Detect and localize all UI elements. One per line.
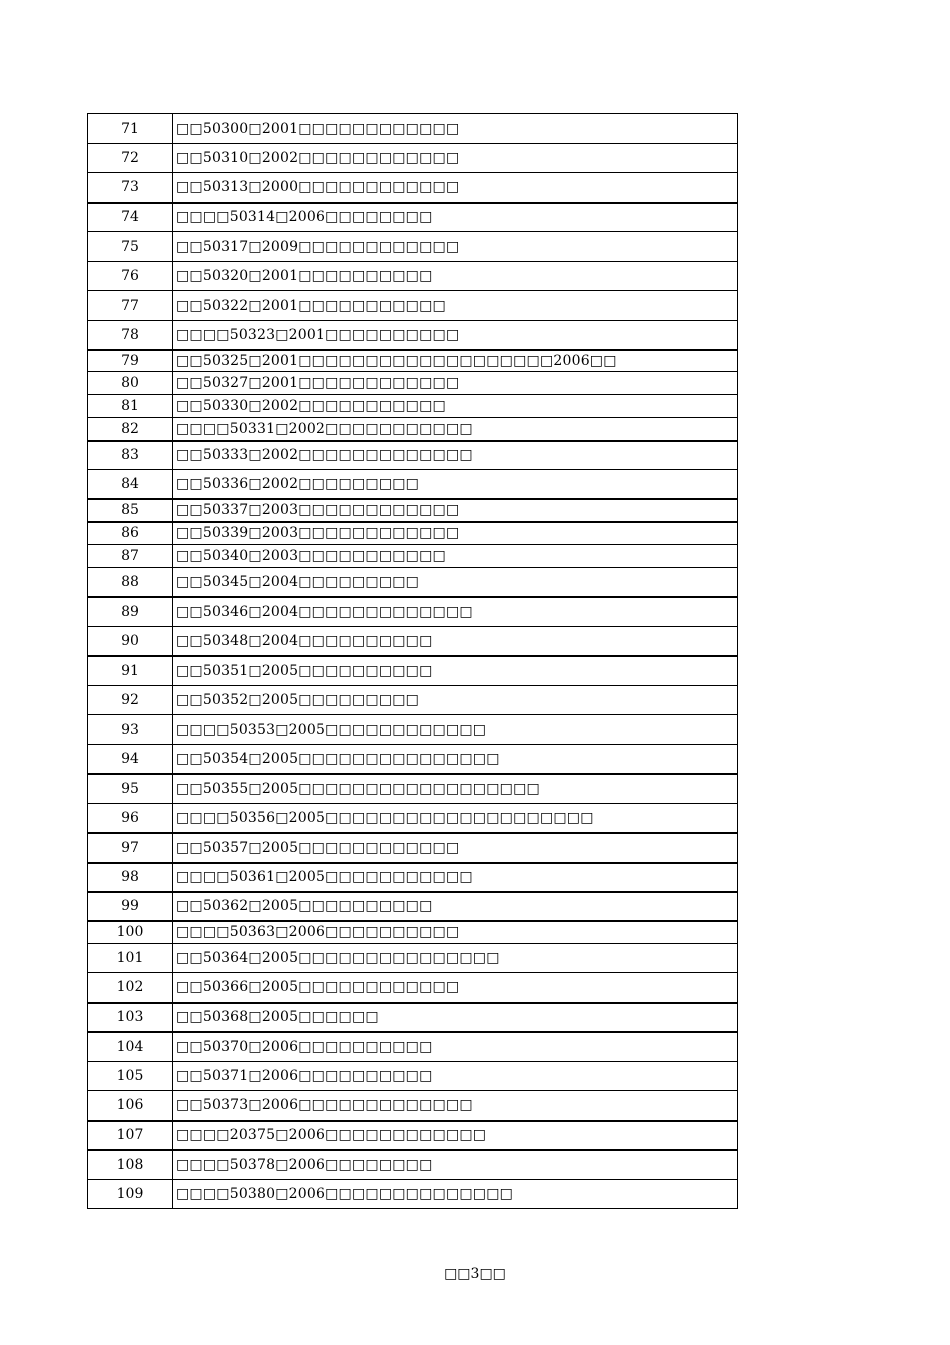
row-number: 88 — [88, 568, 173, 597]
table-row — [88, 774, 738, 804]
table-row — [88, 1180, 738, 1209]
standard-title: □□50322□2001□□□□□□□□□□□ — [173, 291, 738, 321]
table-row — [88, 1062, 738, 1091]
row-number: 73 — [88, 173, 173, 203]
table-row — [88, 441, 738, 470]
row-number: 107 — [88, 1121, 173, 1150]
row-number: 87 — [88, 545, 173, 568]
row-number: 96 — [88, 804, 173, 833]
row-number: 97 — [88, 833, 173, 863]
table-row — [88, 203, 738, 232]
row-number: 100 — [88, 921, 173, 944]
table-row — [88, 1150, 738, 1180]
standard-title: □□50327□2001□□□□□□□□□□□□ — [173, 372, 738, 395]
standard-title: □□50325□2001□□□□□□□□□□□□□□□□□□□2006□□ — [173, 350, 738, 372]
table-row — [88, 522, 738, 545]
table-row — [88, 973, 738, 1003]
row-number: 99 — [88, 892, 173, 921]
row-number: 109 — [88, 1180, 173, 1209]
table-row — [88, 833, 738, 863]
standard-title: □□50355□2005□□□□□□□□□□□□□□□□□□ — [173, 774, 738, 804]
row-number: 83 — [88, 441, 173, 470]
table-row — [88, 262, 738, 291]
standard-title: □□□□50380□2006□□□□□□□□□□□□□□ — [173, 1180, 738, 1209]
standard-title: □□50317□2009□□□□□□□□□□□□ — [173, 232, 738, 262]
row-number: 78 — [88, 321, 173, 350]
row-number: 80 — [88, 372, 173, 395]
table-row — [88, 1032, 738, 1062]
row-number: 86 — [88, 522, 173, 545]
row-number: 106 — [88, 1091, 173, 1121]
table-row — [88, 395, 738, 418]
row-number: 108 — [88, 1150, 173, 1180]
standard-title: □□□□50323□2001□□□□□□□□□□ — [173, 321, 738, 350]
row-number: 71 — [88, 114, 173, 144]
table-row — [88, 470, 738, 499]
table-row — [88, 350, 738, 372]
standard-title: □□50333□2002□□□□□□□□□□□□□ — [173, 441, 738, 470]
table-row — [88, 597, 738, 627]
standards-table — [87, 113, 738, 1209]
table-row — [88, 627, 738, 656]
row-number: 105 — [88, 1062, 173, 1091]
standard-title: □□50362□2005□□□□□□□□□□ — [173, 892, 738, 921]
row-number: 81 — [88, 395, 173, 418]
table-row — [88, 1003, 738, 1032]
row-number: 93 — [88, 715, 173, 745]
row-number: 77 — [88, 291, 173, 321]
standard-title: □□50339□2003□□□□□□□□□□□□ — [173, 522, 738, 545]
standard-title: □□□□50363□2006□□□□□□□□□□ — [173, 921, 738, 944]
standard-title: □□50366□2005□□□□□□□□□□□□ — [173, 973, 738, 1003]
table-row — [88, 321, 738, 350]
table-row — [88, 173, 738, 203]
row-number: 89 — [88, 597, 173, 627]
row-number: 98 — [88, 863, 173, 892]
standard-title: □□□□50356□2005□□□□□□□□□□□□□□□□□□□□ — [173, 804, 738, 833]
row-number: 92 — [88, 686, 173, 715]
row-number: 91 — [88, 656, 173, 686]
table-row — [88, 944, 738, 973]
table-row — [88, 656, 738, 686]
standard-title: □□□□50314□2006□□□□□□□□ — [173, 203, 738, 232]
standard-title: □□50345□2004□□□□□□□□□ — [173, 568, 738, 597]
standards-table-body — [88, 114, 738, 1209]
table-row — [88, 1121, 738, 1150]
table-row — [88, 1091, 738, 1121]
row-number: 75 — [88, 232, 173, 262]
standard-title: □□50351□2005□□□□□□□□□□ — [173, 656, 738, 686]
row-number: 74 — [88, 203, 173, 232]
table-row — [88, 114, 738, 144]
table-row — [88, 232, 738, 262]
table-row — [88, 144, 738, 173]
table-row — [88, 745, 738, 774]
standard-title: □□50368□2005□□□□□□ — [173, 1003, 738, 1032]
row-number: 82 — [88, 418, 173, 441]
row-number: 102 — [88, 973, 173, 1003]
standard-title: □□□□50361□2005□□□□□□□□□□□ — [173, 863, 738, 892]
table-row — [88, 863, 738, 892]
table-row — [88, 804, 738, 833]
row-number: 72 — [88, 144, 173, 173]
row-number: 104 — [88, 1032, 173, 1062]
standard-title: □□50373□2006□□□□□□□□□□□□□ — [173, 1091, 738, 1121]
row-number: 79 — [88, 350, 173, 372]
standard-title: □□50348□2004□□□□□□□□□□ — [173, 627, 738, 656]
standard-title: □□50320□2001□□□□□□□□□□ — [173, 262, 738, 291]
table-row — [88, 568, 738, 597]
table-row — [88, 545, 738, 568]
row-number: 85 — [88, 499, 173, 522]
table-row — [88, 372, 738, 395]
row-number: 76 — [88, 262, 173, 291]
standard-title: □□50337□2003□□□□□□□□□□□□ — [173, 499, 738, 522]
standard-title: □□50354□2005□□□□□□□□□□□□□□□ — [173, 745, 738, 774]
standard-title: □□50371□2006□□□□□□□□□□ — [173, 1062, 738, 1091]
row-number: 94 — [88, 745, 173, 774]
standard-title: □□50357□2005□□□□□□□□□□□□ — [173, 833, 738, 863]
standard-title: □□□□20375□2006□□□□□□□□□□□□ — [173, 1121, 738, 1150]
table-row — [88, 499, 738, 522]
standard-title: □□□□50378□2006□□□□□□□□ — [173, 1150, 738, 1180]
standard-title: □□□□50331□2002□□□□□□□□□□□ — [173, 418, 738, 441]
row-number: 101 — [88, 944, 173, 973]
standard-title: □□50340□2003□□□□□□□□□□□ — [173, 545, 738, 568]
standard-title: □□50310□2002□□□□□□□□□□□□ — [173, 144, 738, 173]
page-footer: □□3□□ — [444, 1266, 506, 1282]
table-row — [88, 686, 738, 715]
row-number: 103 — [88, 1003, 173, 1032]
standard-title: □□50300□2001□□□□□□□□□□□□ — [173, 114, 738, 144]
table-row — [88, 418, 738, 441]
table-row — [88, 921, 738, 944]
standard-title: □□□□50353□2005□□□□□□□□□□□□ — [173, 715, 738, 745]
standard-title: □□50346□2004□□□□□□□□□□□□□ — [173, 597, 738, 627]
standard-title: □□50313□2000□□□□□□□□□□□□ — [173, 173, 738, 203]
table-row — [88, 892, 738, 921]
table-row — [88, 291, 738, 321]
row-number: 84 — [88, 470, 173, 499]
standard-title: □□50336□2002□□□□□□□□□ — [173, 470, 738, 499]
standard-title: □□50330□2002□□□□□□□□□□□ — [173, 395, 738, 418]
row-number: 90 — [88, 627, 173, 656]
standard-title: □□50370□2006□□□□□□□□□□ — [173, 1032, 738, 1062]
standard-title: □□50364□2005□□□□□□□□□□□□□□□ — [173, 944, 738, 973]
standard-title: □□50352□2005□□□□□□□□□ — [173, 686, 738, 715]
table-row — [88, 715, 738, 745]
row-number: 95 — [88, 774, 173, 804]
